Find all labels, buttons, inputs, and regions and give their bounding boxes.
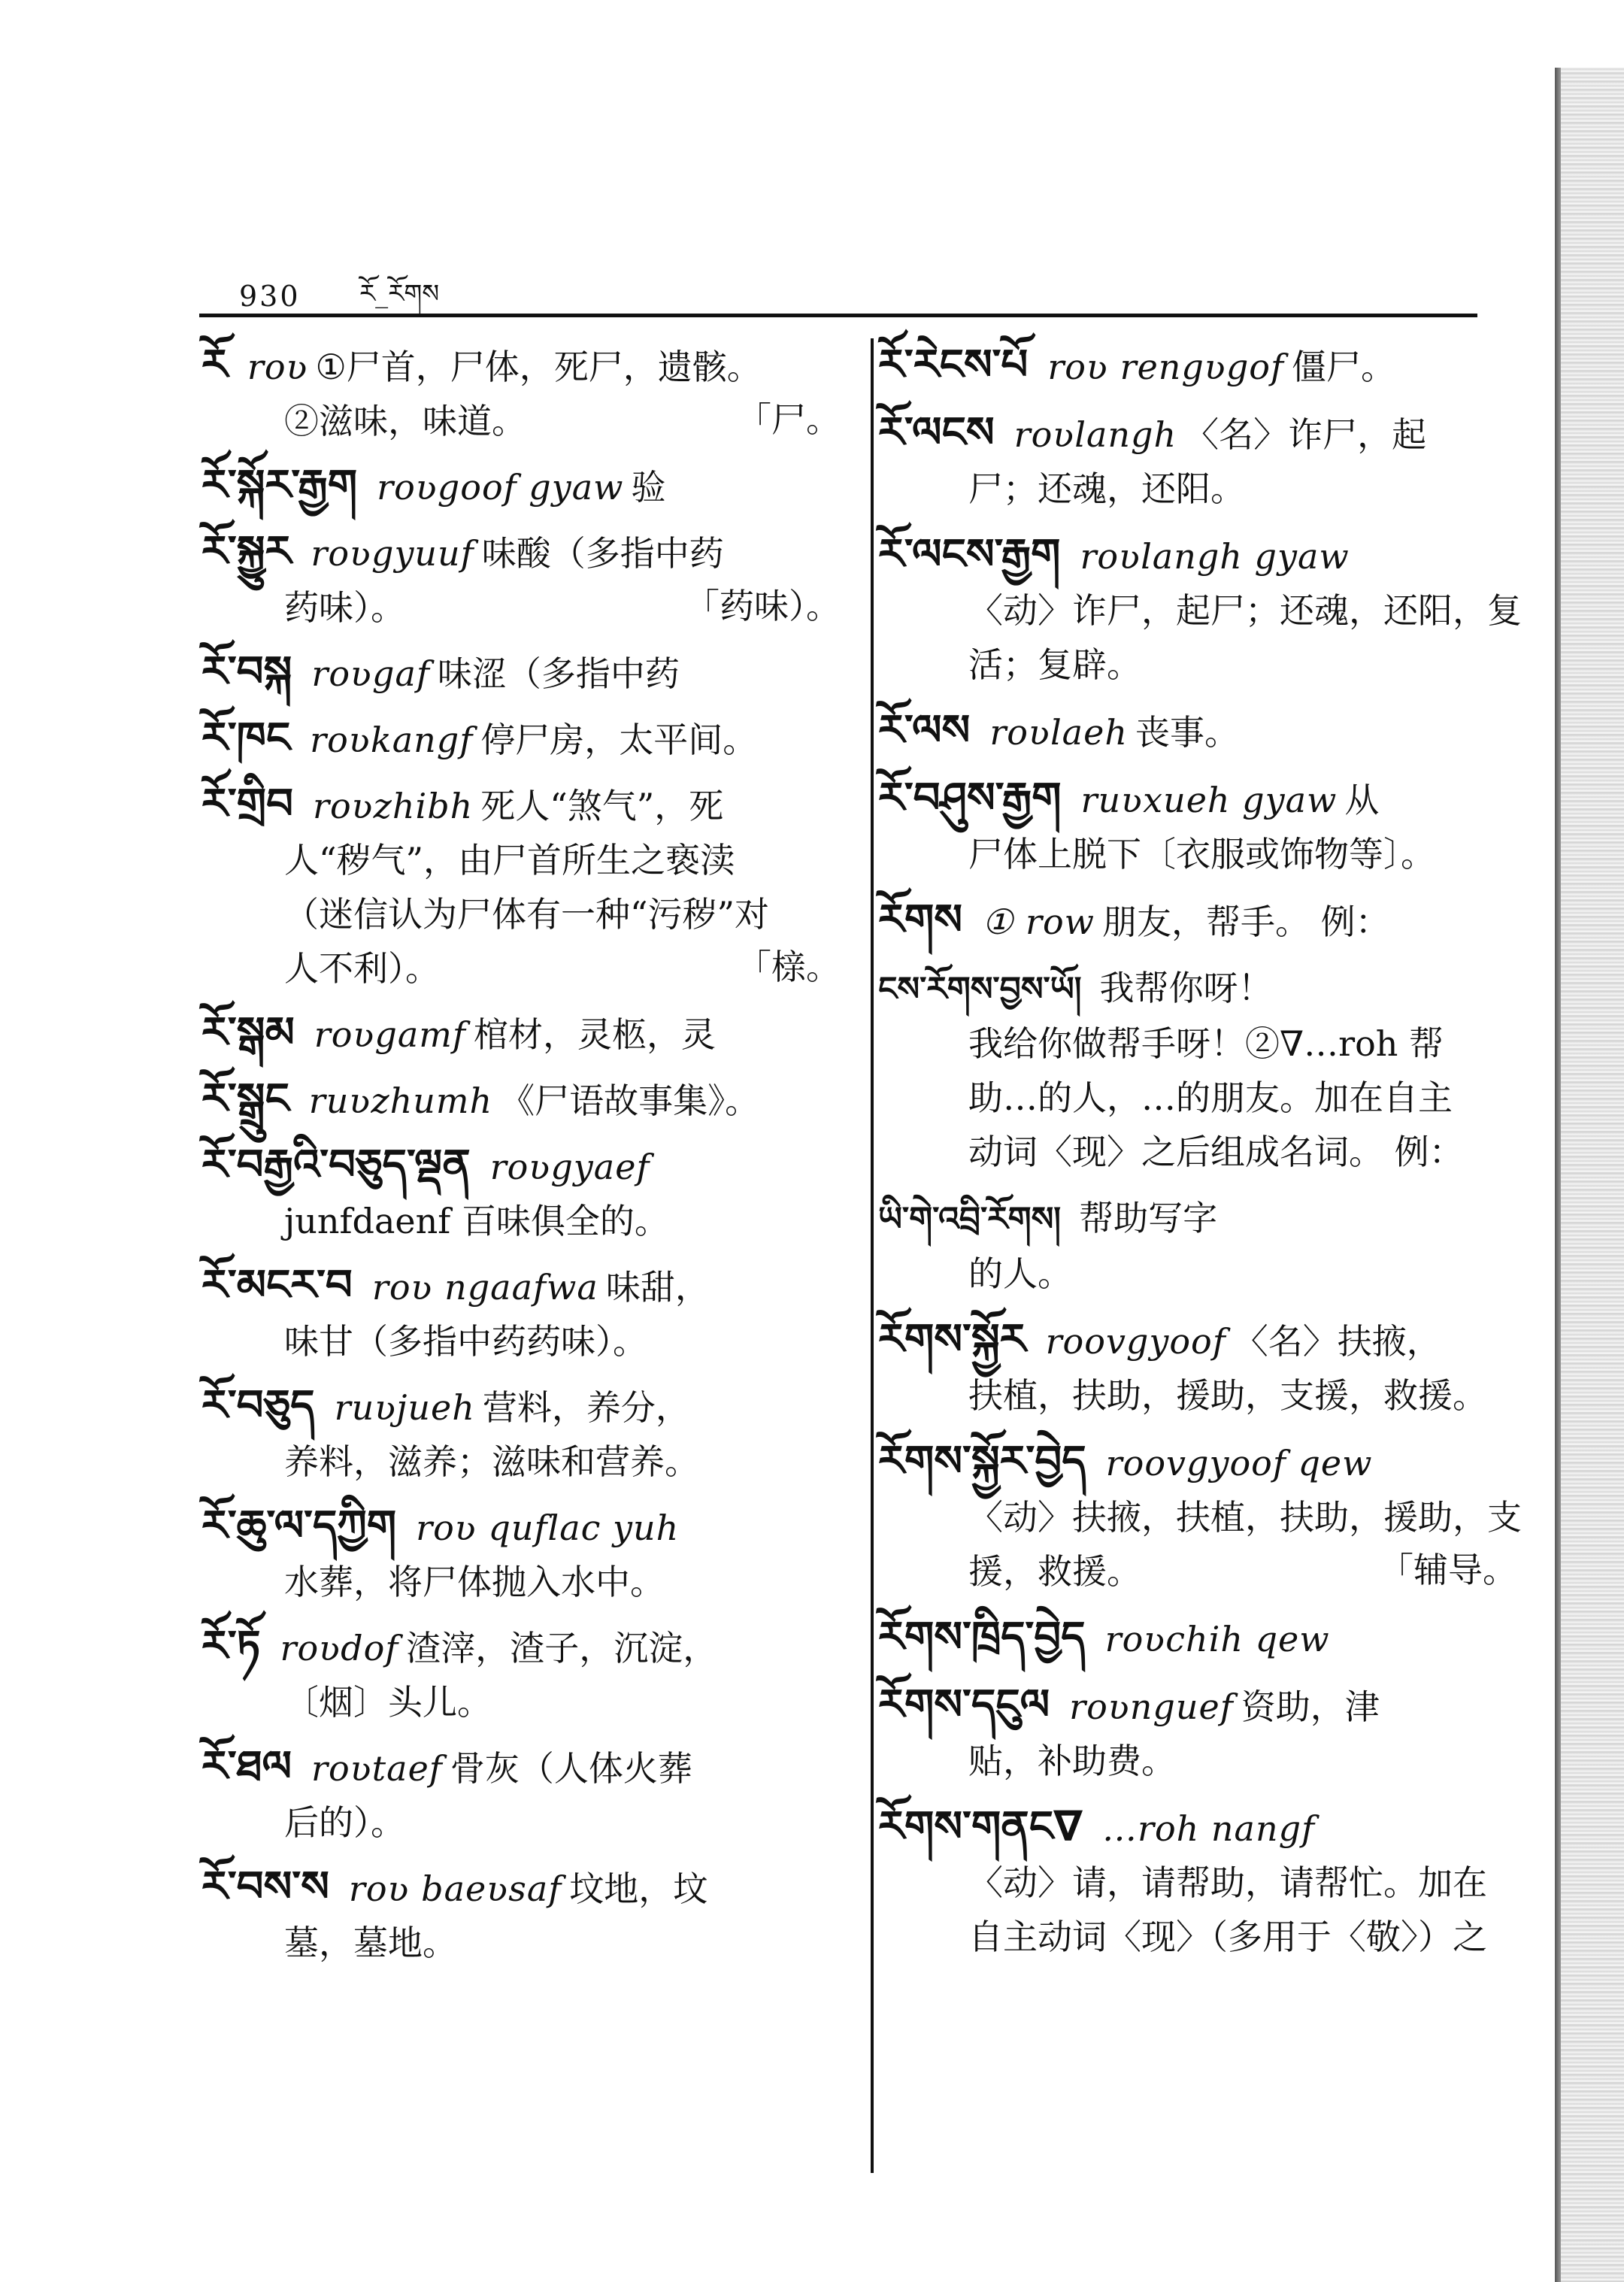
definition-continuation: 墓，墓地。 (284, 1923, 457, 1963)
dictionary-entry (201, 1138, 848, 1248)
definition-continuation: 〈动〉请，请帮助，请帮忙。加在 (968, 1862, 1487, 1903)
definition-continuation: 味甘（多指中药药味）。 (284, 1321, 647, 1362)
definition: 从 (1344, 780, 1380, 820)
entry-head-line (878, 1611, 1525, 1666)
entry-head-line (201, 777, 848, 833)
tibetan-headword: རོགས (878, 896, 963, 944)
entry-head-line (878, 893, 1525, 949)
definition-continuation: 助…的人，…的朋友。加在自主 (968, 1077, 1453, 1118)
romanization: ① row (982, 902, 1095, 942)
romanization: roʋgyaef (489, 1147, 650, 1187)
romanization: roʋzhibh (312, 786, 474, 826)
dictionary-entry (878, 961, 1525, 1179)
dictionary-entry (878, 1435, 1525, 1599)
romanization: roʋgoof gyaw (377, 467, 624, 508)
tibetan-headword: རོགས་གནང∇ (878, 1802, 1083, 1851)
dictionary-entry (878, 893, 1525, 949)
dictionary-entry (201, 777, 848, 996)
entry-head-line (878, 771, 1525, 827)
entry-head-line (201, 1860, 848, 1916)
entry-head-line (201, 1499, 848, 1555)
tibetan-headword: རོ་བརྒྱའི་བཅུད་ལྡན (201, 1141, 471, 1189)
romanization: roʋnguef (1069, 1686, 1234, 1727)
definition-continuation: 人不利）。 (284, 948, 440, 989)
entry-head-line (201, 1740, 848, 1796)
romanization: roovgyoof (1045, 1321, 1226, 1362)
tibetan-headword: རོ་རེངས་པོ (878, 341, 1029, 389)
tibetan-example: ཡི་གེ་འབྲི་རོགས། (878, 1200, 1062, 1238)
entry-head-line (878, 338, 1525, 394)
romanization: roʋdof (280, 1628, 399, 1668)
definition-continuation: 自主动词〈现〉（多用于〈敬〉）之 (968, 1917, 1487, 1957)
definition-continuation: 药味）。 (284, 587, 405, 628)
romanization: roʋgamf (314, 1014, 466, 1055)
dictionary-entry (878, 771, 1525, 881)
dictionary-entry (201, 645, 848, 701)
definition: 渣滓，渣子，沉淀， (406, 1628, 718, 1668)
tibetan-headword: རོགས་སྐྱོར (878, 1315, 1026, 1364)
tibetan-headword: རོ་བསྐ (201, 647, 292, 696)
tibetan-headword: རོ་གྲིབ (201, 780, 293, 829)
column-divider (871, 338, 874, 2173)
entry-head-line (201, 645, 848, 701)
tibetan-headword: རོ་སྒམ (201, 1008, 295, 1057)
definition-continuation: 尸；还魂，还阳。 (968, 468, 1245, 509)
definition: 味酸（多指中药 (481, 533, 724, 574)
entry-head-line (201, 1259, 848, 1314)
dictionary-entry (878, 1313, 1525, 1423)
margin-note: 「尸。 (737, 399, 841, 440)
entry-head-line (201, 525, 848, 580)
definition: 《尸语故事集》。 (500, 1080, 760, 1121)
definition: 〈名〉诈尸，起 (1184, 414, 1427, 455)
tibetan-headword: རོ (201, 341, 228, 389)
dictionary-entry (878, 406, 1525, 516)
dictionary-entry (878, 1800, 1525, 1964)
definition-continuation: 贴，补助费。 (968, 1741, 1176, 1781)
margin-note: 「榇。 (737, 947, 841, 987)
tibetan-headword: རོ་མངར་བ (201, 1261, 353, 1310)
definition-continuation: 〈动〉扶掖，扶植，扶助，援助，支 (968, 1497, 1522, 1538)
tibetan-headword: རོ་ཐལ (201, 1742, 292, 1791)
tibetan-headword: རོ་ལས (878, 706, 971, 755)
romanization: roʋgyuuf (311, 533, 474, 574)
entry-head-line (878, 961, 1525, 1017)
dictionary-entry (878, 338, 1525, 394)
dictionary-entry (201, 1499, 848, 1609)
tibetan-headword: རོ་སྐྱུར (201, 527, 292, 576)
definition: 坟地，坟 (569, 1868, 708, 1909)
romanization: roʋ quflac yuh (416, 1508, 680, 1548)
definition: 资助，津 (1241, 1686, 1380, 1727)
dictionary-entry (201, 1620, 848, 1729)
romanization: roovgyoof qew (1105, 1443, 1373, 1483)
romanization: roʋkangf (310, 720, 474, 760)
tibetan-headword: རོ་ཆུ་ལ་དཀྱིག (201, 1502, 397, 1550)
definition: 味涩（多指中药 (437, 653, 680, 694)
definition: 朋友，帮手。 例： (1102, 902, 1390, 942)
dictionary-entry (878, 1191, 1525, 1301)
dictionary-entry (201, 525, 848, 635)
example-translation: 帮助写字 (1079, 1198, 1218, 1238)
definition-continuation: 动词〈现〉之后组成名词。 例： (968, 1132, 1464, 1172)
definition-continuation: ②滋味，味道。 (284, 401, 526, 441)
entry-head-line (201, 1072, 848, 1128)
tibetan-headword: རོ་བཅུད (201, 1381, 315, 1430)
dictionary-entry (201, 1740, 848, 1850)
entry-head-line (201, 1379, 848, 1435)
dictionary-entry (201, 1072, 848, 1128)
entry-head-line (878, 1313, 1525, 1368)
entry-head-line (201, 1138, 848, 1194)
dictionary-entry (878, 1678, 1525, 1788)
definition-continuation: 水葬，将尸体抛入水中。 (284, 1562, 665, 1602)
margin-note: 「药味）。 (685, 586, 841, 626)
definition-continuation: 的人。 (968, 1253, 1072, 1294)
tibetan-headword: རོ་ལངས (878, 408, 995, 457)
definition-continuation: 人“秽气”，由尸首所生之亵渎 (284, 840, 735, 880)
definition: 丧事。 (1135, 712, 1239, 753)
tibetan-example: ངས་རོགས་བྱས་ཡོ། (878, 970, 1082, 1008)
definition-continuation: 援，救援。 (968, 1551, 1141, 1592)
dictionary-entry (201, 1860, 848, 1970)
romanization: roʋlangh (1013, 414, 1177, 455)
entry-head-line (201, 459, 848, 514)
definition: 停尸房，太平间。 (480, 720, 758, 760)
definition-continuation: 扶植，扶助，援助，支援，救援。 (968, 1375, 1487, 1416)
definition: 骨灰（人体火葬 (450, 1748, 692, 1789)
definition: 营料，养分， (482, 1387, 690, 1428)
entry-head-line (878, 1435, 1525, 1490)
dictionary-entry (878, 704, 1525, 759)
running-head: རོ_རོགས (359, 279, 440, 309)
dictionary-entry (878, 528, 1525, 692)
definition-continuation: （迷信认为尸体有一种“污秽”对 (284, 894, 770, 935)
definition: 味甜， (605, 1267, 710, 1308)
romanization: ruʋzhumh (308, 1080, 493, 1121)
dictionary-entry (201, 459, 848, 514)
entry-head-line (878, 704, 1525, 759)
romanization: roʋgaf (311, 653, 430, 694)
definition: 验 (631, 467, 666, 508)
definition-continuation: junfdaenf 百味俱全的。 (284, 1201, 669, 1241)
dictionary-entry (201, 1006, 848, 1062)
header-rule (199, 314, 1477, 317)
dictionary-entry (201, 1259, 848, 1368)
romanization: roʋ baeʋsaf (348, 1868, 562, 1909)
dictionary-entry (201, 1379, 848, 1489)
tibetan-headword: རོགས་སྐྱོར་བྱེད (878, 1437, 1086, 1486)
tibetan-headword: རོགས་ཁྲིད་བྱེད (878, 1613, 1086, 1662)
entry-head-line (878, 1678, 1525, 1734)
definition-continuation: 养料，滋养；滋味和营养。 (284, 1441, 699, 1482)
definition: 僵尸。 (1292, 347, 1395, 387)
entry-head-line (201, 1620, 848, 1675)
example-translation: 我帮你呀！ (1099, 968, 1273, 1008)
entry-head-line (878, 406, 1525, 462)
romanization: roʋ (247, 347, 308, 387)
page-number: 930 (239, 280, 301, 313)
entry-head-line (878, 1191, 1525, 1247)
romanization: …roh nangf (1101, 1808, 1316, 1849)
romanization: roʋlaeh (989, 712, 1128, 753)
tibetan-headword: རོགས་དངུལ (878, 1680, 1050, 1729)
tibetan-headword: རོ་སྐོར་རྒྱག (201, 461, 358, 510)
dictionary-entry (878, 1611, 1525, 1666)
tibetan-headword: རོ་ཁང (201, 714, 291, 762)
entry-head-line (201, 338, 848, 394)
romanization: roʋtaef (311, 1748, 443, 1789)
romanization: ruʋjueh (334, 1387, 475, 1428)
romanization: roʋchih qew (1104, 1619, 1330, 1659)
definition-continuation: 后的）。 (284, 1802, 405, 1843)
tibetan-headword: རོ་སྒྲུང (201, 1074, 289, 1123)
definition-continuation: 〈动〉诈尸，起尸；还魂，还阳，复 (968, 590, 1522, 631)
dictionary-entry (201, 711, 848, 767)
romanization: ruʋxueh gyaw (1080, 780, 1338, 820)
tibetan-headword: རོ་ལངས་རྒྱག (878, 530, 1061, 579)
tibetan-headword: རོ་བས་ས (201, 1862, 329, 1911)
romanization: roʋlangh gyaw (1080, 536, 1350, 577)
definition: 死人“煞气”，死 (480, 786, 724, 826)
romanization: roʋ rengʋgof (1047, 347, 1284, 387)
right-column (878, 338, 1525, 1976)
entry-head-line (878, 528, 1525, 583)
tibetan-headword: རོ་ཏོ (201, 1622, 261, 1671)
definition: ①尸首，尸体，死尸，遗骸。 (315, 347, 762, 387)
left-column (201, 338, 848, 1980)
scan-edge (1555, 68, 1624, 2282)
definition: 棺材，灵柩，灵 (473, 1014, 716, 1055)
tibetan-headword: རོ་བཤུས་རྒྱག (878, 774, 1062, 823)
definition-continuation: 活；复辟。 (968, 644, 1141, 685)
romanization: roʋ ngaafwa (371, 1267, 598, 1308)
dictionary-entry (201, 338, 848, 448)
entry-head-line (201, 1006, 848, 1062)
entry-head-line (201, 711, 848, 767)
definition-continuation: 尸体上脱下〔衣服或饰物等〕。 (968, 834, 1435, 874)
definition-continuation: 我给你做帮手呀！②∇…roh 帮 (968, 1023, 1444, 1064)
definition: 〈名〉扶掖， (1233, 1321, 1441, 1362)
margin-note: 「辅导。 (1379, 1550, 1517, 1590)
entry-head-line (878, 1800, 1525, 1856)
definition-continuation: 〔烟〕头儿。 (284, 1682, 492, 1723)
